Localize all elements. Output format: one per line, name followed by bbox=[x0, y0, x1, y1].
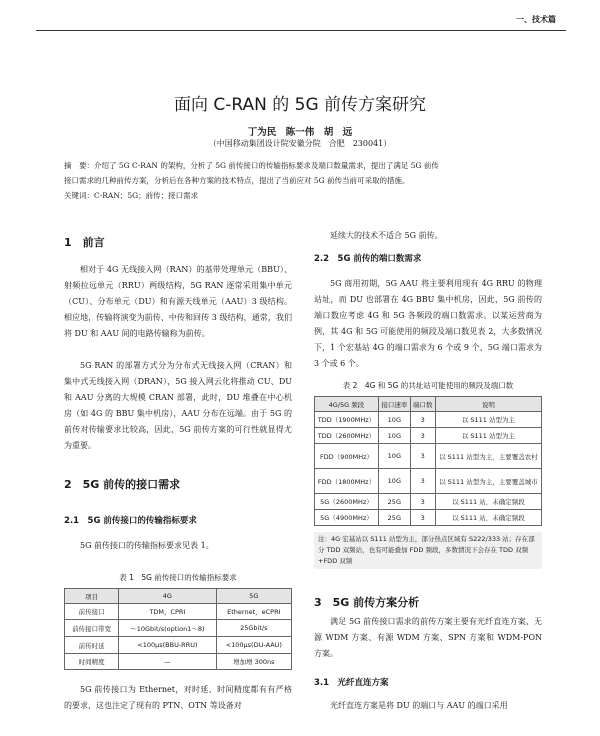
table-cell: 前传接口带宽 bbox=[65, 620, 119, 637]
section-2-2-paragraph-1: 5G 商用初期，5G AAU 将主要利用现有 4G RRU 的物理站址，而 DU 也部署在 4G BBU 集中机房，因此，5G 前传的端口数应考虑 4G 和 5G 各频段的端口数需求。以某运营商为例，其 4G 和 5G 可能使用的频段及端口数见表 2，大多数情况下，1 个宏基站 4G 的端口需求为 6 个或 9 个、5G 端口需求为 3 个或 6 个。 bbox=[314, 279, 542, 368]
table-cell: 以 S111 站型为主，主要覆盖农村 bbox=[435, 444, 541, 469]
table-row bbox=[315, 412, 542, 428]
table-cell: 3 bbox=[410, 469, 435, 494]
section-1-heading: 1 前言 bbox=[64, 236, 105, 249]
continued-text: 延续大的技术不适合 5G 前传。 bbox=[330, 231, 443, 240]
table-cell: 以 S111 站型为主，主要覆盖城市 bbox=[435, 469, 541, 494]
table-row bbox=[65, 604, 292, 620]
section-2-1-paragraph-2: 5G 前传接口为 Ethernet，对时延、时间精度都有有严格的要求，这也注定了现有的 PTN、OTN 等设备对 bbox=[64, 685, 292, 710]
table-cell: ～10Gbit/s(option1～8) bbox=[119, 620, 217, 637]
section-3-heading: 3 5G 前传方案分析 bbox=[314, 596, 420, 609]
table-cell: 3 bbox=[410, 412, 435, 428]
abstract-line-1: 摘 要：介绍了 5G C-RAN 的架构，分析了 5G 前传接口的传输指标要求及端口数量需求，提出了满足 5G 前传 bbox=[64, 161, 439, 170]
table-header-row bbox=[65, 589, 292, 604]
table-cell: 3 bbox=[410, 428, 435, 444]
table-1 bbox=[64, 588, 292, 670]
section-2-1-heading: 2.1 5G 前传接口的传输指标要求 bbox=[64, 516, 197, 526]
table-cell: 3 bbox=[410, 444, 435, 469]
section-3-1-heading: 3.1 光纤直连方案 bbox=[314, 678, 389, 688]
table-cell: 时间精度 bbox=[65, 654, 119, 670]
table-cell: 以 S111 站，未确定频段 bbox=[435, 510, 541, 526]
table-2 bbox=[314, 396, 542, 526]
section-2-heading: 2 5G 前传的接口需求 bbox=[64, 478, 181, 491]
table-cell: <100μs(DU-AAU) bbox=[216, 637, 291, 654]
table-header-cell: 5G bbox=[216, 589, 291, 604]
table-cell: 3 bbox=[410, 494, 435, 510]
abstract-line-2: 接口需求的几种前传方案，分析后在各种方案的技术特点，提出了当前应对 5G 前传当前可采取的措施。 bbox=[64, 176, 410, 185]
paper-title: 面向 C-RAN 的 5G 前传方案研究 bbox=[173, 95, 427, 115]
keywords: 关键词：C-RAN；5G；前传；接口需求 bbox=[64, 191, 199, 200]
section-3-1-paragraph-1: 光纤直连方案是将 DU 的端口与 AAU 的端口采用 bbox=[330, 701, 508, 710]
section-3-paragraph-1: 满足 5G 前传接口需求的前传方案主要有光纤直连方案、无源 WDM 方案、有源 WDM 方案、SPN 方案和 WDM-PON 方案。 bbox=[314, 617, 542, 658]
table-row bbox=[315, 444, 542, 469]
running-header: 一、技术篇 bbox=[516, 15, 556, 24]
table-header-cell: 端口数 bbox=[410, 397, 435, 412]
table-cell: FDD（900MHz） bbox=[315, 444, 379, 469]
table-cell: 25G bbox=[378, 510, 410, 526]
section-1-paragraph-2: 5G RAN 的部署方式分为分布式无线接入网（CRAN）和集中式无线接入网（DRAN），5G 接入网云化将推动 CU、DU 和 AAU 分离的大规模 CRAN 部署，此时，DU 堆叠在中心机房（如 4G 的 BBU 集中机房），AAU 分布在远端。由于 5G 的前传对传输要求比较高，因此，5G 前传方案的可行性就显得尤为重要。 bbox=[64, 361, 292, 450]
section-2-2-heading: 2.2 5G 前传的端口数需求 bbox=[314, 254, 422, 264]
table-cell: <100μs(BBU-RRU) bbox=[119, 637, 217, 654]
table-cell: 5G（4900MHz） bbox=[315, 510, 379, 526]
section-2-1-paragraph-1: 5G 前传接口的传输指标要求见表 1。 bbox=[80, 541, 214, 550]
table-row bbox=[65, 637, 292, 654]
table-cell: 以 S111 站型为主 bbox=[435, 412, 541, 428]
table-row bbox=[65, 620, 292, 637]
table-row bbox=[315, 510, 542, 526]
table-cell: 3 bbox=[410, 510, 435, 526]
section-1-paragraph-1: 相对于 4G 无线接入网（RAN）的基带处理单元（BBU）、射频拉远单元（RRU）两级结构，5G RAN 逐常采用集中单元（CU）、分布单元（DU）和有源天线单元（AAU）3 级结构。相应地，传输将演变为前传、中传和回传 3 级结构，通常，我们将 DU 和 AAU 间的电路传输称为前传。 bbox=[64, 265, 292, 338]
table-cell: 5G（2600MHz） bbox=[315, 494, 379, 510]
table-cell: 10G bbox=[378, 412, 410, 428]
table-header-cell: 4G/5G 频段 bbox=[315, 397, 379, 412]
table-row bbox=[65, 654, 292, 670]
table-cell: 25Gbit/s bbox=[216, 620, 291, 637]
table-cell: TDD（1900MHz） bbox=[315, 412, 379, 428]
header-rule bbox=[36, 30, 566, 31]
table-header-row bbox=[315, 397, 542, 412]
paper-authors: 丁为民 陈一伟 胡 远 bbox=[247, 127, 353, 138]
table-cell: 10G bbox=[378, 444, 410, 469]
table-row bbox=[315, 428, 542, 444]
table-1-caption: 表 1 5G 前传接口的传输指标要求 bbox=[119, 573, 237, 582]
table-row bbox=[315, 469, 542, 494]
table-cell: FDD（1800MHz） bbox=[315, 469, 379, 494]
table-cell: 10G bbox=[378, 469, 410, 494]
table-header-cell: 项目 bbox=[65, 589, 119, 604]
table-cell: 10G bbox=[378, 428, 410, 444]
table-cell: 增加增 300ns bbox=[216, 654, 291, 670]
table-cell: 以 S111 站，未确定频段 bbox=[435, 494, 541, 510]
table-cell: 前传时延 bbox=[65, 637, 119, 654]
table-header-cell: 说明 bbox=[435, 397, 541, 412]
table-cell: Ethernet，eCPRI bbox=[216, 604, 291, 620]
table-cell: TDM，CPRI bbox=[119, 604, 217, 620]
table-2-caption: 表 2 4G 和 5G 的共址站可能使用的频段及端口数 bbox=[342, 381, 514, 390]
table-cell: — bbox=[119, 654, 217, 670]
table-cell: 25G bbox=[378, 494, 410, 510]
abstract bbox=[64, 158, 540, 188]
table-cell: TDD（2600MHz） bbox=[315, 428, 379, 444]
table-cell: 前传接口 bbox=[65, 604, 119, 620]
table-2-note: 注：4G 宏基站以 S111 站型为主，部分热点区域有 S222/333 站；存在部分 TDD 双频站，也有可能叠加 FDD 频段，多数情况下会存在 TDD 双频+FDD 双频 bbox=[314, 532, 542, 569]
table-row bbox=[315, 494, 542, 510]
table-cell: 以 S111 站型为主 bbox=[435, 428, 541, 444]
table-header-cell: 4G bbox=[119, 589, 217, 604]
table-header-cell: 接口速率 bbox=[378, 397, 410, 412]
paper-affiliation: （中国移动集团设计院安徽分院 合肥 230041） bbox=[208, 139, 392, 148]
